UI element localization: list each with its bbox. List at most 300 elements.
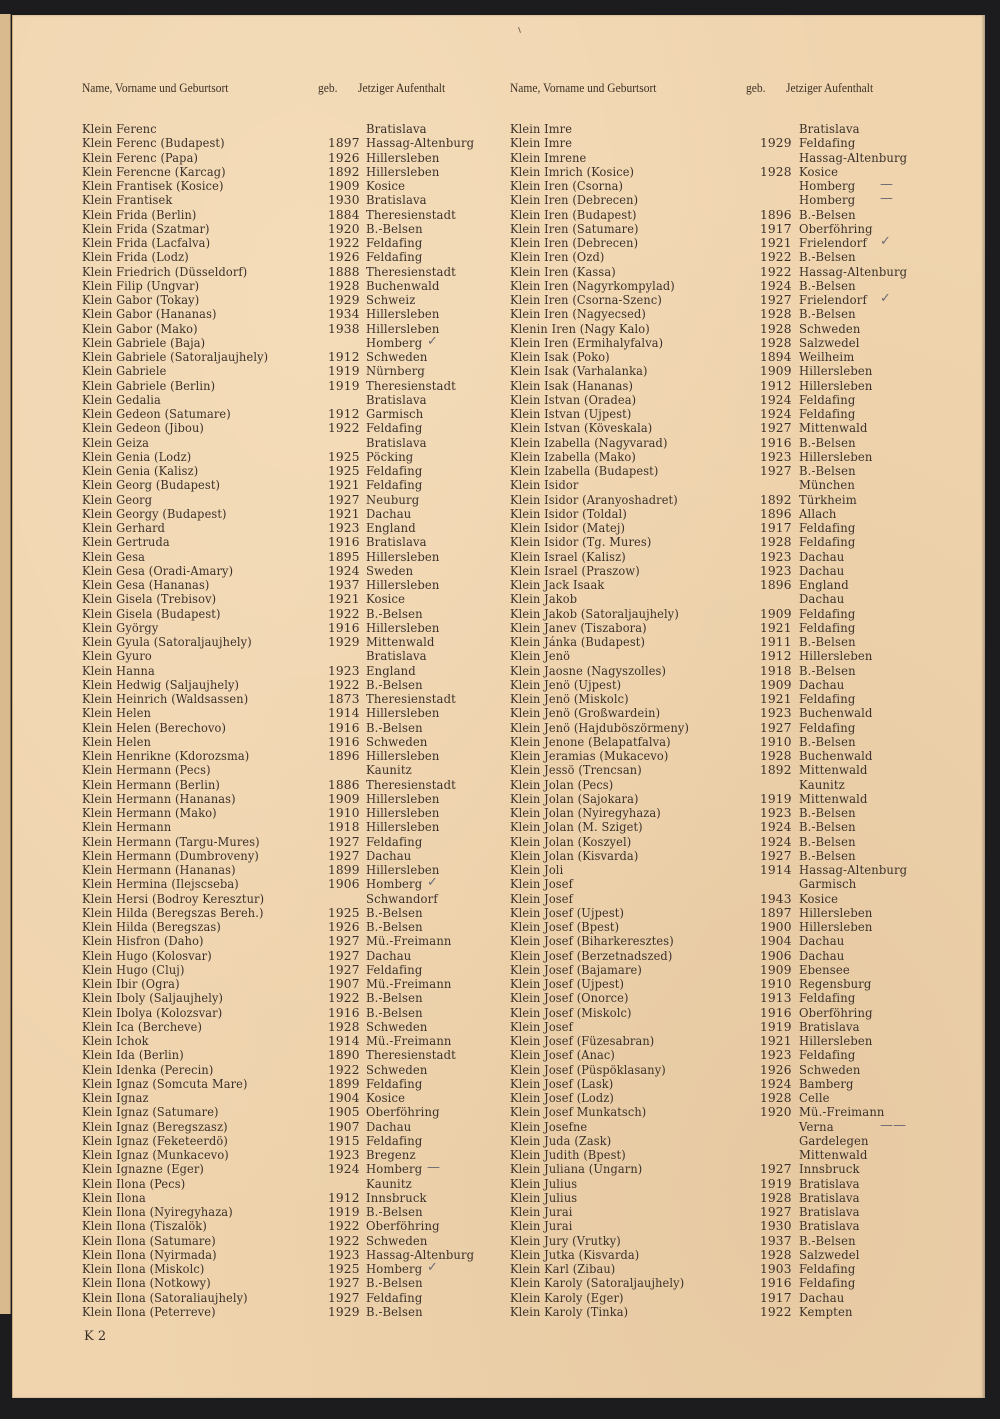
entry-name: Klein Gyula (Satoraljaujhely) xyxy=(82,635,252,649)
check-mark-icon: ✓ xyxy=(880,234,892,249)
entry-birth-year: 1927 xyxy=(328,492,360,507)
entry-name: Klein Ibolya (Kolozsvar) xyxy=(82,1005,223,1020)
entry-residence: Feldafing xyxy=(366,1133,423,1148)
entry-residence: Bratislava xyxy=(799,1205,860,1219)
entry-residence: Garmisch xyxy=(366,407,424,421)
entry-name: Klein Gertruda xyxy=(82,535,170,550)
entry-name: Klein Jury (Vrutky) xyxy=(510,1233,621,1248)
entry-residence: Feldafing xyxy=(799,991,856,1006)
entry-name: Klein Gabor (Mako) xyxy=(82,321,198,336)
entry-birth-year: 1922 xyxy=(328,421,360,436)
entry-birth-year: 1927 xyxy=(328,934,360,949)
entry-name: Klein Juda (Zask) xyxy=(510,1133,612,1148)
entry-residence: Feldafing xyxy=(366,962,423,977)
entry-name: Klein Iren (Nagyecsed) xyxy=(510,307,646,322)
entry-name: Klein Hermann (Pecs) xyxy=(82,763,211,778)
entry-birth-year: 1912 xyxy=(328,1190,360,1205)
entry-name: Klein Henrikne (Kdorozsma) xyxy=(82,749,250,763)
entry-residence: München xyxy=(799,478,856,493)
entry-birth-year: 1921 xyxy=(760,1034,792,1048)
dash-mark-icon: —— xyxy=(880,1117,907,1133)
check-mark-icon: ✓ xyxy=(427,333,439,349)
entry-birth-year: 1929 xyxy=(328,293,360,307)
entry-residence: Hillersleben xyxy=(366,549,440,564)
entry-birth-year: 1924 xyxy=(760,834,792,849)
entry-residence: Bratislava xyxy=(366,193,427,208)
entry-residence: Bratislava xyxy=(799,122,860,136)
entry-birth-year: 1921 xyxy=(328,592,360,607)
entry-name: Klein Israel (Praszow) xyxy=(510,563,640,578)
entry-name: Klein Isidor xyxy=(510,478,579,493)
entry-name: Klein Jolan (Kisvarda) xyxy=(510,848,639,863)
entry-residence: Hillersleben xyxy=(366,706,440,721)
entry-residence: Innsbruck xyxy=(799,1162,860,1177)
entry-birth-year: 1896 xyxy=(328,749,360,763)
entry-birth-year: 1904 xyxy=(328,1091,360,1105)
entry-birth-year: 1916 xyxy=(328,620,360,635)
entry-name: Klein Gisela (Budapest) xyxy=(82,606,221,621)
entry-name: Klein Hanna xyxy=(82,663,155,678)
entry-birth-year: 1923 xyxy=(760,1048,792,1063)
entry-residence: Dachau xyxy=(366,1119,412,1134)
entry-residence: B.-Belsen xyxy=(366,991,423,1006)
entry-residence: Bratislava xyxy=(799,1019,860,1034)
entry-birth-year: 1919 xyxy=(328,1205,360,1219)
entry-birth-year: 1929 xyxy=(328,1304,360,1319)
entry-name: Klein Friedrich (Düsseldorf) xyxy=(82,264,248,279)
entry-name: Klein Jack Isaak xyxy=(510,578,605,592)
entry-residence: B.-Belsen xyxy=(799,635,856,649)
entry-birth-year: 1903 xyxy=(760,1262,792,1276)
entry-name: Klein Ilona (Satoraliaujhely) xyxy=(82,1290,248,1305)
entry-residence: Hillersleben xyxy=(799,905,873,920)
entry-name: Klein Jaosne (Nagyszolles) xyxy=(510,663,667,678)
entry-birth-year: 1897 xyxy=(328,136,360,151)
entry-birth-year: 1918 xyxy=(328,820,360,835)
entry-birth-year: 1912 xyxy=(760,649,792,664)
entry-residence: Feldafing xyxy=(799,136,856,151)
entry-birth-year: 1905 xyxy=(328,1105,360,1120)
entry-birth-year: 1907 xyxy=(328,977,360,991)
entry-residence: Theresienstadt xyxy=(366,692,456,706)
entry-birth-year: 1919 xyxy=(328,364,360,379)
entry-residence: Feldafing xyxy=(799,1048,856,1063)
entry-birth-year: 1927 xyxy=(760,1162,792,1177)
entry-birth-year: 1892 xyxy=(328,164,360,179)
entry-residence: Kaunitz xyxy=(366,763,412,778)
entry-name: Klein Ilona (Miskolc) xyxy=(82,1262,205,1276)
entry-residence: Homberg xyxy=(799,179,856,193)
entry-birth-year: 1927 xyxy=(760,421,792,436)
entry-name: Klein Helen xyxy=(82,706,152,721)
entry-residence: Schweden xyxy=(366,1062,428,1077)
entry-residence: Hassag-Altenburg xyxy=(366,1247,475,1262)
entry-birth-year: 1892 xyxy=(760,763,792,778)
entry-residence: Hillersleben xyxy=(799,920,873,934)
entry-residence: B.-Belsen xyxy=(366,720,423,735)
entry-name: Klein Jenone (Belapatfalva) xyxy=(510,734,671,749)
entry-name: Klein Jolan (Pecs) xyxy=(510,777,614,792)
entry-name: Klein Josef (Ujpest) xyxy=(510,977,625,991)
entry-residence: Hillersleben xyxy=(366,578,440,592)
entry-name: Klein Ferenc (Budapest) xyxy=(82,136,225,151)
entry-residence: Celle xyxy=(799,1091,830,1105)
entry-name: Klein Hermann xyxy=(82,820,172,835)
entry-name: Klein Hermann (Hananas) xyxy=(82,863,236,877)
entry-birth-year: 1928 xyxy=(328,278,360,293)
check-mark-icon: ✓ xyxy=(427,875,439,891)
entry-name: Klein Gedeon (Satumare) xyxy=(82,407,231,421)
entry-name: Klein Gabriele (Baja) xyxy=(82,335,206,350)
header-born: geb. xyxy=(746,81,766,95)
entry-birth-year: 1919 xyxy=(760,1019,792,1034)
entry-residence: Hillersleben xyxy=(366,749,440,763)
entry-birth-year: 1923 xyxy=(760,549,792,564)
entry-birth-year: 1928 xyxy=(760,307,792,322)
entry-residence: Schweden xyxy=(366,350,428,364)
entry-name: Klein Frida (Lodz) xyxy=(82,250,189,265)
entry-birth-year: 1911 xyxy=(760,635,792,649)
entry-residence: Ebensee xyxy=(799,962,850,977)
entry-residence: Schweden xyxy=(799,1062,861,1077)
entry-birth-year: 1916 xyxy=(328,1005,360,1020)
entry-birth-year: 1916 xyxy=(328,734,360,749)
entry-name: Klein Josef (Biharkeresztes) xyxy=(510,934,674,949)
entry-residence: Hillersleben xyxy=(799,1034,873,1048)
entry-residence: Mü.-Freimann xyxy=(366,1034,452,1048)
entry-birth-year: 1909 xyxy=(760,962,792,977)
entry-name: Klein Josef (Püspöklasany) xyxy=(510,1062,666,1077)
entry-residence: Bamberg xyxy=(799,1076,854,1091)
previous-page-edge xyxy=(0,14,11,1314)
dash-mark-icon: — xyxy=(880,191,894,207)
entry-birth-year: 1922 xyxy=(328,991,360,1006)
entry-birth-year: 1916 xyxy=(760,435,792,450)
entry-residence: Garmisch xyxy=(799,877,857,892)
entry-residence: Bregenz xyxy=(366,1148,416,1162)
entry-residence: Hillersleben xyxy=(366,863,440,877)
entry-name: Klein Joli xyxy=(510,863,564,877)
entry-residence: Kaunitz xyxy=(799,777,845,792)
entry-name: Klein Hermann (Mako) xyxy=(82,806,217,820)
entry-name: Klein Karl (Zibau) xyxy=(510,1262,616,1276)
entry-residence: B.-Belsen xyxy=(799,663,856,678)
entry-birth-year: 1921 xyxy=(760,692,792,706)
entry-residence: B.-Belsen xyxy=(366,677,423,692)
page-label: K 2 xyxy=(84,1329,107,1344)
entry-residence: Frielendorf xyxy=(799,293,867,307)
entry-residence: Regensburg xyxy=(799,977,872,991)
entry-name: Klein Jessö (Trencsan) xyxy=(510,763,642,778)
entry-residence: B.-Belsen xyxy=(799,1233,856,1248)
entry-residence: Bratislava xyxy=(799,1176,860,1191)
entry-residence: Mittenwald xyxy=(366,635,435,649)
entry-name: Klein Karoly (Eger) xyxy=(510,1290,624,1305)
entry-residence: Hillersleben xyxy=(366,307,440,322)
entry-name: Klein Jenö xyxy=(510,649,571,664)
entry-birth-year: 1921 xyxy=(328,506,360,521)
entry-name: Klein Geiza xyxy=(82,435,149,450)
entry-name: Klein Gesa (Hananas) xyxy=(82,578,210,592)
entry-birth-year: 1928 xyxy=(760,1091,792,1105)
entry-birth-year: 1927 xyxy=(328,948,360,963)
entry-birth-year: 1930 xyxy=(760,1219,792,1234)
entry-birth-year: 1922 xyxy=(328,1219,360,1234)
entry-birth-year: 1910 xyxy=(760,977,792,991)
entry-name: Klein Josefne xyxy=(510,1119,588,1134)
entry-residence: Schwandorf xyxy=(366,891,438,906)
entry-name: Klein Josef (Lodz) xyxy=(510,1091,614,1105)
entry-name: Klein Idenka (Perecin) xyxy=(82,1062,214,1077)
entry-residence: Hillersleben xyxy=(799,364,873,379)
entry-residence: Hillersleben xyxy=(799,649,873,664)
entry-residence: Bratislava xyxy=(799,1190,860,1205)
entry-residence: B.-Belsen xyxy=(799,806,856,820)
entry-residence: Dachau xyxy=(799,549,845,564)
entry-residence: Feldafing xyxy=(799,535,856,550)
entry-birth-year: 1937 xyxy=(760,1233,792,1248)
entry-residence: Feldafing xyxy=(366,250,423,265)
entry-residence: B.-Belsen xyxy=(799,734,856,749)
entry-name: Klein Ilona (Notkowy) xyxy=(82,1276,211,1291)
entry-name: Klein Juliana (Ungarn) xyxy=(510,1162,643,1177)
entry-name: Klein Hugo (Cluj) xyxy=(82,962,185,977)
entry-name: Klein Ichok xyxy=(82,1034,149,1048)
entry-birth-year: 1927 xyxy=(328,1290,360,1305)
entry-name: Klein Imrene xyxy=(510,150,587,165)
entry-birth-year: 1916 xyxy=(760,1276,792,1291)
entry-birth-year: 1922 xyxy=(328,236,360,250)
entry-residence: Kaunitz xyxy=(366,1176,412,1191)
entry-birth-year: 1912 xyxy=(328,407,360,421)
entry-residence: Feldafing xyxy=(799,392,856,407)
entry-name: Klein György xyxy=(82,620,159,635)
entry-residence: England xyxy=(366,663,416,678)
entry-birth-year: 1923 xyxy=(760,449,792,464)
entry-residence: Homberg xyxy=(366,1162,423,1177)
entry-birth-year: 1922 xyxy=(760,1304,792,1319)
entry-name: Klein Jakob (Satoraljaujhely) xyxy=(510,606,679,621)
entry-residence: Pöcking xyxy=(366,449,414,464)
entry-name: Klein Julius xyxy=(510,1176,578,1191)
entry-birth-year: 1904 xyxy=(760,934,792,949)
entry-residence: Dachau xyxy=(799,1290,845,1305)
entry-name: Klein Ferencne (Karcag) xyxy=(82,164,226,179)
entry-name: Klein Helen xyxy=(82,734,152,749)
entry-birth-year: 1923 xyxy=(760,806,792,820)
entry-residence: Neuburg xyxy=(366,492,420,507)
entry-name: Klein Josef (Onorce) xyxy=(510,991,629,1006)
entry-name: Klein Gesa xyxy=(82,549,146,564)
entry-name: Klein Jeramias (Mukacevo) xyxy=(510,749,669,763)
check-mark-icon: ✓ xyxy=(880,291,892,306)
entry-residence: Hassag-Altenburg xyxy=(799,863,908,877)
entry-birth-year: 1927 xyxy=(328,1276,360,1291)
entry-residence: Salzwedel xyxy=(799,1247,860,1262)
entry-birth-year: 1927 xyxy=(760,1205,792,1219)
entry-name: Klein Hersi (Bodroy Keresztur) xyxy=(82,891,265,906)
entry-residence: Schweiz xyxy=(366,293,416,307)
entry-name: Klein Heinrich (Waldsassen) xyxy=(82,692,249,706)
entry-name: Klein Judith (Bpest) xyxy=(510,1148,626,1162)
entry-birth-year: 1924 xyxy=(760,1076,792,1091)
entry-name: Klein Hisfron (Daho) xyxy=(82,934,204,949)
entry-birth-year: 1922 xyxy=(760,250,792,265)
entry-residence: Kosice xyxy=(366,1091,406,1105)
entry-birth-year: 1923 xyxy=(328,1247,360,1262)
entry-birth-year: 1917 xyxy=(760,1290,792,1305)
entry-name: Klein Iren (Nagyrkompylad) xyxy=(510,278,675,293)
entry-residence: Mittenwald xyxy=(799,1148,868,1162)
header-name: Name, Vorname und Geburtsort xyxy=(82,81,229,95)
entry-name: Klein Iren (Kassa) xyxy=(510,264,616,279)
entry-birth-year: 1906 xyxy=(328,877,360,892)
header-residence: Jetziger Aufenthalt xyxy=(358,81,446,95)
entry-name: Klein Ignazne (Eger) xyxy=(82,1162,204,1177)
entry-residence: Dachau xyxy=(799,563,845,578)
entry-name: Klein Josef xyxy=(510,877,573,892)
entry-birth-year: 1922 xyxy=(328,606,360,621)
entry-residence: England xyxy=(799,578,849,592)
entry-name: Klein Gerhard xyxy=(82,521,166,535)
entry-birth-year: 1927 xyxy=(760,293,792,307)
entry-birth-year: 1909 xyxy=(760,677,792,692)
entry-name: Klein Istvan (Oradea) xyxy=(510,392,637,407)
entry-name: Klein Ferenc (Papa) xyxy=(82,150,199,165)
entry-residence: Hassag-Altenburg xyxy=(366,136,475,151)
entry-name: Klein Hermann (Hananas) xyxy=(82,791,236,806)
entry-name: Klein Ilona (Peterreve) xyxy=(82,1304,216,1319)
entry-residence: B.-Belsen xyxy=(799,435,856,450)
entry-residence: Homberg xyxy=(366,1262,423,1276)
entry-name: Klein Genia (Kalisz) xyxy=(82,464,199,478)
entry-birth-year: 1928 xyxy=(760,321,792,336)
entry-name: Klein Ilona (Nyirmada) xyxy=(82,1247,217,1262)
entry-birth-year: 1938 xyxy=(328,321,360,336)
entry-residence: Frielendorf xyxy=(799,236,867,250)
entry-birth-year: 1916 xyxy=(328,720,360,735)
entry-name: Klein Ignaz xyxy=(82,1091,149,1105)
entry-name: Klein Josef (Lask) xyxy=(510,1076,614,1091)
entry-residence: B.-Belsen xyxy=(366,920,423,934)
check-mark-icon: ✓ xyxy=(427,1260,439,1275)
entry-residence: Verna xyxy=(799,1119,834,1134)
entry-residence: Oberföhring xyxy=(366,1219,440,1234)
entry-birth-year: 1924 xyxy=(760,820,792,835)
entry-birth-year: 1892 xyxy=(760,492,792,507)
entry-birth-year: 1907 xyxy=(328,1119,360,1134)
entry-name: Klein Frida (Lacfalva) xyxy=(82,236,211,250)
entry-residence: Mittenwald xyxy=(799,763,868,778)
entry-residence: B.-Belsen xyxy=(799,820,856,835)
entry-birth-year: 1899 xyxy=(328,1076,360,1091)
entry-name: Klein Jurai xyxy=(510,1219,573,1234)
entry-birth-year: 1928 xyxy=(760,1190,792,1205)
entry-name: Klein Ferenc xyxy=(82,122,157,136)
entry-name: Klein Hugo (Kolosvar) xyxy=(82,948,212,963)
entry-name: Klein Ignaz (Somcuta Mare) xyxy=(82,1076,248,1091)
entry-residence: Oberföhring xyxy=(799,1005,873,1020)
entry-birth-year: 1895 xyxy=(328,549,360,564)
entry-birth-year: 1921 xyxy=(760,236,792,250)
entry-birth-year: 1924 xyxy=(760,392,792,407)
entry-birth-year: 1916 xyxy=(760,1005,792,1020)
entry-name: Klein Jolan (Koszyel) xyxy=(510,834,632,849)
entry-residence: Mittenwald xyxy=(799,421,868,436)
entry-name: Klein Hermann (Targu-Mures) xyxy=(82,834,260,849)
entry-name: Klein Georg (Budapest) xyxy=(82,478,221,493)
entry-birth-year: 1909 xyxy=(328,179,360,193)
entry-name: Klein Julius xyxy=(510,1190,578,1205)
entry-birth-year: 1927 xyxy=(760,848,792,863)
entry-birth-year: 1920 xyxy=(328,221,360,236)
entry-residence: Kosice xyxy=(366,179,406,193)
entry-birth-year: 1914 xyxy=(760,863,792,877)
entry-name: Klein Jolan (M. Sziget) xyxy=(510,820,643,835)
entry-residence: B.-Belsen xyxy=(366,1005,423,1020)
header-born: geb. xyxy=(318,81,338,95)
entry-name: Klein Izabella (Mako) xyxy=(510,449,636,464)
entry-residence: Feldafing xyxy=(366,1290,423,1305)
entry-residence: B.-Belsen xyxy=(799,250,856,265)
entry-name: Klein Imrich (Kosice) xyxy=(510,164,635,179)
entry-residence: Mittenwald xyxy=(799,791,868,806)
entry-birth-year: 1921 xyxy=(760,620,792,635)
entry-name: Klein Helen (Berechovo) xyxy=(82,720,227,735)
entry-residence: B.-Belsen xyxy=(366,1276,423,1291)
entry-residence: Oberföhring xyxy=(799,221,873,236)
header-name: Name, Vorname und Geburtsort xyxy=(510,81,657,95)
entry-residence: Kosice xyxy=(366,592,406,607)
entry-birth-year: 1917 xyxy=(760,221,792,236)
entry-birth-year: 1928 xyxy=(328,1019,360,1034)
entry-name: Klein Josef (Berzetnadszed) xyxy=(510,948,673,963)
entry-name: Klein Ilona xyxy=(82,1190,146,1205)
entry-birth-year: 1924 xyxy=(760,407,792,421)
entry-name: Klein Genia (Lodz) xyxy=(82,449,192,464)
entry-name: Klein Isak (Hananas) xyxy=(510,378,634,393)
entry-name: Klein Imre xyxy=(510,136,573,151)
entry-residence: Feldafing xyxy=(366,1076,423,1091)
entry-name: Klein Hermann (Berlin) xyxy=(82,777,220,792)
entry-birth-year: 1924 xyxy=(760,278,792,293)
entry-birth-year: 1890 xyxy=(328,1048,360,1063)
entry-name: Klein Izabella (Budapest) xyxy=(510,464,659,478)
entry-name: Klein Josef Munkatsch) xyxy=(510,1105,647,1120)
pencil-mark xyxy=(518,27,521,33)
entry-residence: Theresienstadt xyxy=(366,1048,456,1063)
entry-residence: Hillersleben xyxy=(366,806,440,820)
entry-residence: B.-Belsen xyxy=(799,834,856,849)
entry-residence: Homberg xyxy=(366,335,423,350)
entry-birth-year: 1922 xyxy=(328,1062,360,1077)
entry-birth-year: 1926 xyxy=(328,920,360,934)
entry-residence: B.-Belsen xyxy=(366,1304,423,1319)
entry-birth-year: 1923 xyxy=(328,1148,360,1162)
entry-name: Klein Jenö (Hajduböszörmeny) xyxy=(510,720,690,735)
entry-residence: Weilheim xyxy=(799,350,855,364)
entry-birth-year: 1927 xyxy=(760,464,792,478)
entry-birth-year: 1925 xyxy=(328,1262,360,1276)
entry-name: Klein Jolan (Nyiregyhaza) xyxy=(510,806,661,820)
entry-birth-year: 1926 xyxy=(328,250,360,265)
entry-name: Klein Iren (Debrecen) xyxy=(510,193,639,208)
entry-birth-year: 1912 xyxy=(328,350,360,364)
entry-name: Klein Iren (Satumare) xyxy=(510,221,639,236)
entry-name: Klein Karoly (Tinka) xyxy=(510,1304,629,1319)
entry-residence: Kosice xyxy=(799,164,839,179)
entry-birth-year: 1910 xyxy=(760,734,792,749)
